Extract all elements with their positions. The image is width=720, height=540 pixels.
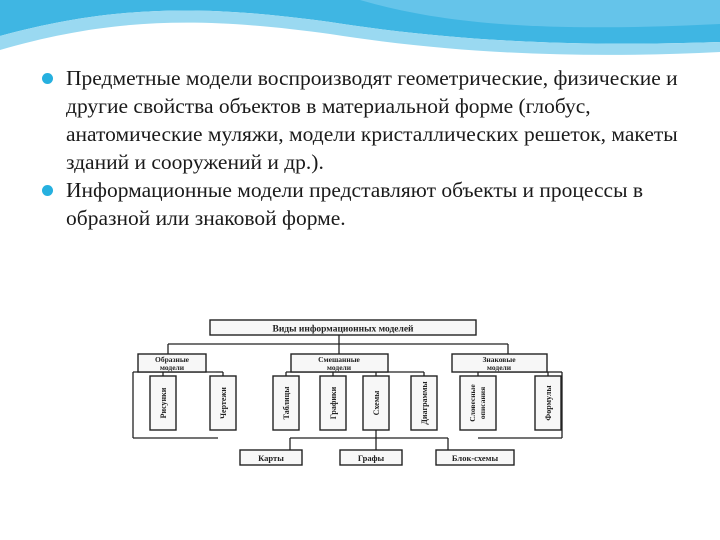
category-mixed-line2: модели <box>326 363 352 372</box>
category-figurative-line1: Образные <box>154 355 190 364</box>
leaf-verbal-line1: Словесные <box>468 384 477 422</box>
diagram-root-label: Виды информационных моделей <box>272 324 414 335</box>
category-figurative-line2: модели <box>159 363 185 372</box>
bottom-maps-label: Карты <box>258 453 284 463</box>
bullet-dot-icon <box>42 73 53 84</box>
leaf-formulas-label: Формулы <box>544 385 553 421</box>
bullet-dot-icon <box>42 185 53 196</box>
bullet-item-information-models <box>40 176 680 232</box>
leaf-diagrams-label: Диаграммы <box>420 381 429 425</box>
bottom-graphs-label: Графы <box>357 453 385 463</box>
category-mixed-line1: Смешанные <box>318 355 360 364</box>
bottom-flowcharts-label: Блок-схемы <box>451 453 499 463</box>
bullet-item-material-models <box>40 64 680 176</box>
leaf-schemes-label: Схемы <box>372 390 381 416</box>
bullet-text: Предметные модели воспроизводят геометрические, физические и другие свойства объектов в материальной форме (глобус, анатомические муляжи, модели кристаллических решеток, макеты зданий и сооружений и др.). <box>66 66 678 174</box>
bullet-list <box>40 64 680 232</box>
leaf-graphs-label: Графики <box>329 386 338 420</box>
leaf-drawings-label: Рисунки <box>159 387 168 419</box>
leaf-verbal-line2: описания <box>478 386 487 420</box>
information-models-diagram <box>128 308 568 472</box>
leaf-tables-label: Таблицы <box>282 386 291 420</box>
leaf-blueprints-label: Чертежи <box>219 387 228 419</box>
bullet-text: Информационные модели представляют объекты и процессы в образной или знаковой форме. <box>66 178 644 230</box>
category-sign-line2: модели <box>486 363 512 372</box>
diagram-connectors <box>133 335 562 450</box>
category-sign-line1: Знаковые <box>482 355 516 364</box>
